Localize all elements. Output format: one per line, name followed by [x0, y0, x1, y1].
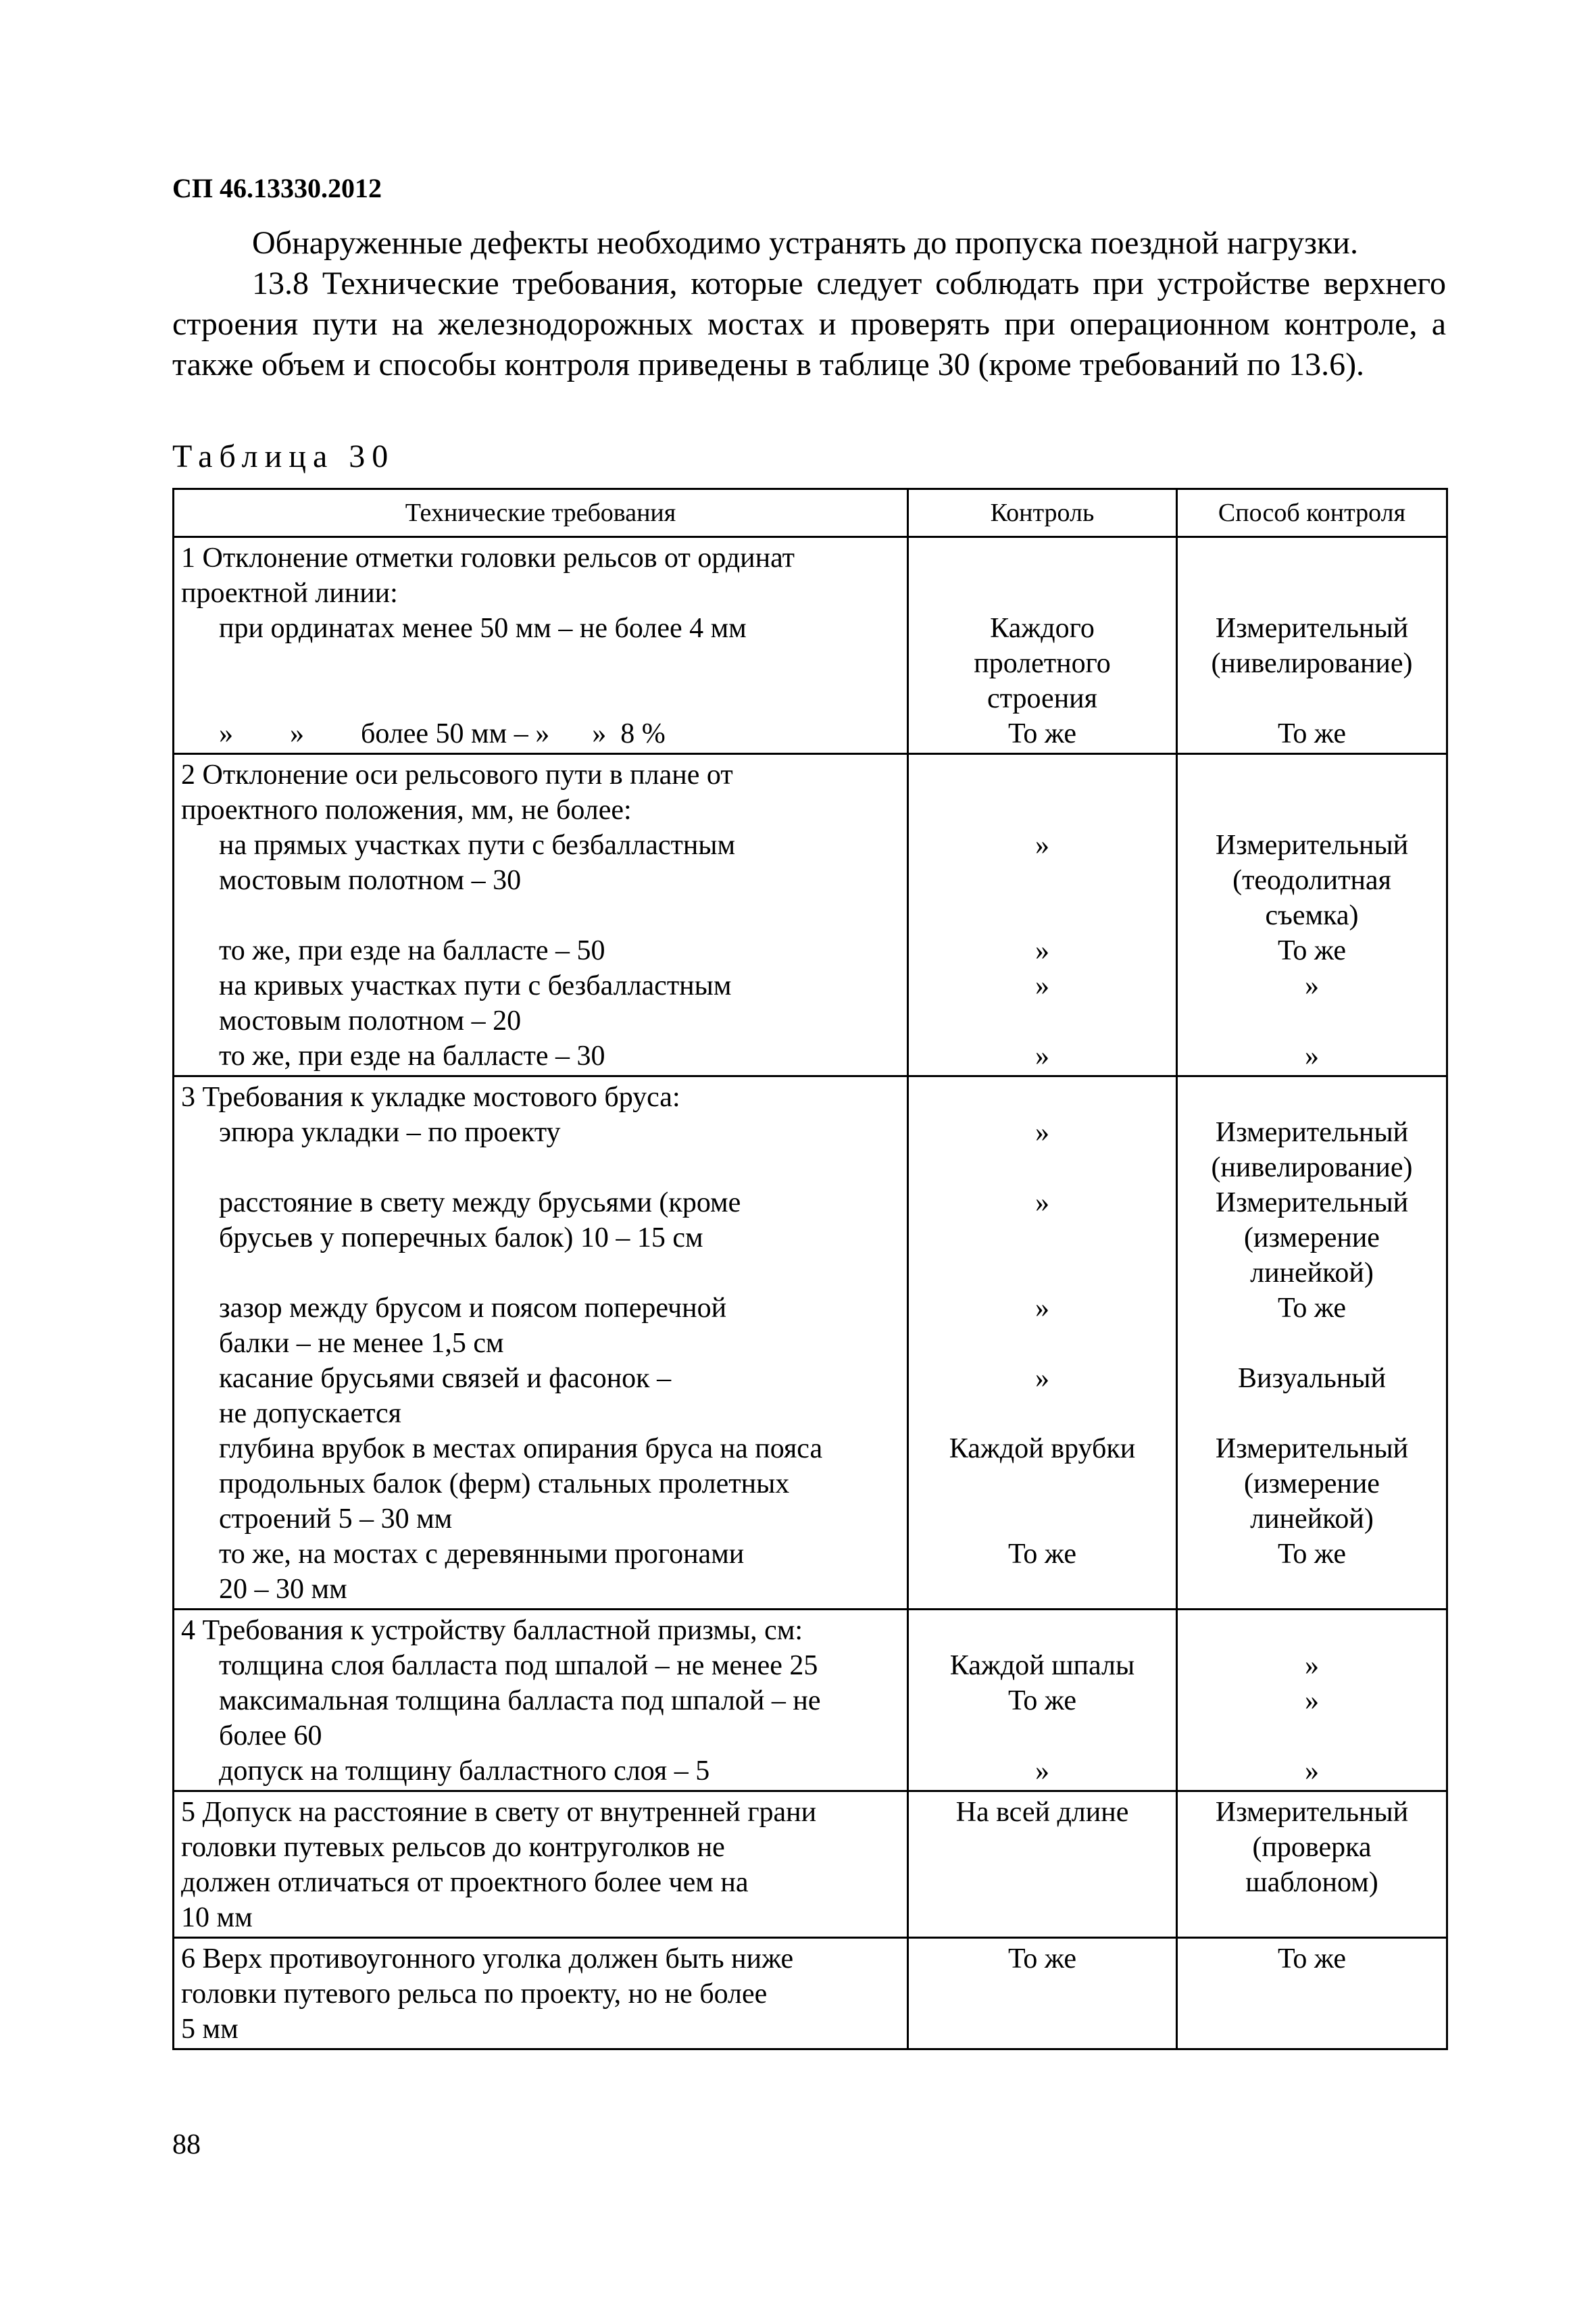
- control-text: На всей длине: [955, 1797, 1129, 1828]
- requirement-text: » » более 50 мм – » » 8 %: [219, 718, 666, 749]
- method-text: Измерительный: [1215, 830, 1409, 861]
- requirement-text: 5 Допуск на расстояние в свету от внутренней грани: [181, 1797, 817, 1828]
- requirement-cell: [174, 537, 908, 754]
- control-text: То же: [1007, 718, 1077, 749]
- control-text: То же: [1007, 1943, 1077, 1974]
- control-text: То же: [1007, 1539, 1077, 1570]
- method-text: То же: [1277, 1943, 1347, 1974]
- method-text: То же: [1277, 1539, 1347, 1570]
- control-cell: [908, 1938, 1177, 2049]
- requirement-cell: [174, 1610, 908, 1791]
- requirement-text: проектного положения, мм, не более:: [181, 795, 632, 826]
- requirement-text: не допускается: [219, 1398, 401, 1429]
- method-cell: [1177, 1791, 1447, 1938]
- requirement-text: зазор между брусом и поясом поперечной: [219, 1293, 727, 1324]
- control-text: »: [1035, 1117, 1049, 1148]
- requirement-text: допуск на толщину балластного слоя – 5: [219, 1756, 710, 1787]
- requirement-text: то же, на мостах с деревянными прогонами: [219, 1539, 745, 1570]
- requirement-text: то же, при езде на балласте – 30: [219, 1041, 605, 1072]
- requirement-text: эпюра укладки – по проекту: [219, 1117, 561, 1148]
- control-cell: [908, 754, 1177, 1076]
- requirement-text: глубина врубок в местах опирания бруса на пояса: [219, 1433, 823, 1464]
- method-text: »: [1305, 1756, 1319, 1787]
- requirement-text: на кривых участках пути с безбалластным: [219, 970, 732, 1001]
- control-text: »: [1035, 935, 1049, 966]
- requirement-text: толщина слоя балласта под шпалой – не менее 25: [219, 1650, 818, 1681]
- control-text: »: [1035, 1041, 1049, 1072]
- header-control-method: Способ контроля: [1177, 489, 1447, 537]
- requirement-text: на прямых участках пути с безбалластным: [219, 830, 736, 861]
- control-text: »: [1035, 830, 1049, 861]
- requirement-cell: [174, 754, 908, 1076]
- requirement-text: головки путевых рельсов до контруголков не: [181, 1832, 725, 1863]
- method-text: (измерение: [1244, 1468, 1380, 1499]
- control-text: пролетного: [974, 648, 1111, 679]
- paragraph-defects: Обнаруженные дефекты необходимо устранять до пропуска поездной нагрузки.: [252, 225, 1358, 261]
- method-cell: [1177, 537, 1447, 754]
- requirement-text: при ординатах менее 50 мм – не более 4 мм: [219, 613, 747, 644]
- method-text: То же: [1277, 718, 1347, 749]
- control-text: »: [1035, 1187, 1049, 1218]
- requirement-cell: [174, 1938, 908, 2049]
- method-text: линейкой): [1250, 1503, 1374, 1535]
- method-text: (измерение: [1244, 1222, 1380, 1253]
- page-number: 88: [172, 2129, 201, 2160]
- control-text: »: [1035, 1756, 1049, 1787]
- method-cell: [1177, 1076, 1447, 1610]
- method-cell: [1177, 1610, 1447, 1791]
- table-row: [174, 1938, 1447, 2049]
- header-requirements: Технические требования: [174, 489, 908, 537]
- method-text: »: [1305, 1041, 1319, 1072]
- method-text: линейкой): [1250, 1258, 1374, 1289]
- requirement-text: мостовым полотном – 20: [219, 1005, 522, 1037]
- method-text: То же: [1277, 935, 1347, 966]
- control-cell: [908, 1791, 1177, 1938]
- method-text: »: [1305, 1685, 1319, 1716]
- requirement-text: 5 мм: [181, 2014, 239, 2045]
- requirement-text: 10 мм: [181, 1902, 253, 1933]
- requirement-text: 2 Отклонение оси рельсового пути в плане от: [181, 760, 733, 791]
- control-text: »: [1035, 970, 1049, 1001]
- requirement-text: мостовым полотном – 30: [219, 865, 522, 896]
- method-text: То же: [1277, 1293, 1347, 1324]
- requirement-text: строений 5 – 30 мм: [219, 1503, 453, 1535]
- control-text: То же: [1007, 1685, 1077, 1716]
- table-caption: Таблица 30: [172, 439, 395, 474]
- method-text: Измерительный: [1215, 1433, 1409, 1464]
- requirement-cell: [174, 1791, 908, 1938]
- method-text: шаблоном): [1245, 1867, 1378, 1898]
- requirement-text: брусьев у поперечных балок) 10 – 15 см: [219, 1222, 703, 1253]
- requirement-text: более 60: [219, 1720, 322, 1751]
- requirement-text: должен отличаться от проектного более чем на: [181, 1867, 749, 1898]
- method-text: Визуальный: [1238, 1363, 1386, 1394]
- control-cell: [908, 1610, 1177, 1791]
- table-row: [174, 1610, 1447, 1791]
- control-cell: [908, 537, 1177, 754]
- control-text: Каждой врубки: [949, 1433, 1136, 1464]
- table-row: [174, 754, 1447, 1076]
- header-control: Контроль: [908, 489, 1177, 537]
- requirement-text: 20 – 30 мм: [219, 1574, 347, 1605]
- method-cell: [1177, 754, 1447, 1076]
- control-text: »: [1035, 1293, 1049, 1324]
- method-text: Измерительный: [1215, 1187, 1409, 1218]
- requirement-text: то же, при езде на балласте – 50: [219, 935, 605, 966]
- requirements-table: [172, 488, 1448, 2050]
- requirement-text: 3 Требования к укладке мостового бруса:: [181, 1082, 680, 1113]
- requirement-text: балки – не менее 1,5 см: [219, 1328, 504, 1359]
- requirement-cell: [174, 1076, 908, 1610]
- requirement-text: расстояние в свету между брусьями (кроме: [219, 1187, 741, 1218]
- table-header-row: [174, 489, 1447, 537]
- requirement-text: головки путевого рельса по проекту, но не более: [181, 1978, 768, 2010]
- method-text: »: [1305, 1650, 1319, 1681]
- requirement-text: 4 Требования к устройству балластной призмы, см:: [181, 1615, 803, 1646]
- requirement-text: максимальная толщина балласта под шпалой – не: [219, 1685, 821, 1716]
- method-text: (нивелирование): [1211, 648, 1413, 679]
- table-row: [174, 1076, 1447, 1610]
- control-cell: [908, 1076, 1177, 1610]
- table-row: [174, 1791, 1447, 1938]
- paragraph-13-8: 13.8 Технические требования, которые следует соблюдать при устройстве верхнего строения пути на железнодорожных мостах и проверять при операционном контроле, а также объем и способы контроля приведены в таблице 30 (кроме требований по 13.6).: [172, 266, 1446, 382]
- method-text: Измерительный: [1215, 1797, 1409, 1828]
- method-text: »: [1305, 970, 1319, 1001]
- control-text: строения: [987, 683, 1097, 714]
- requirement-text: продольных балок (ферм) стальных пролетных: [219, 1468, 790, 1499]
- requirement-text: 6 Верх противоугонного уголка должен быть ниже: [181, 1943, 794, 1974]
- table-row: [174, 537, 1447, 754]
- requirement-text: 1 Отклонение отметки головки рельсов от ординат: [181, 543, 795, 574]
- method-text: (нивелирование): [1211, 1152, 1413, 1183]
- control-text: Каждой шпалы: [949, 1650, 1135, 1681]
- method-cell: [1177, 1938, 1447, 2049]
- method-text: Измерительный: [1215, 1117, 1409, 1148]
- requirement-text: проектной линии:: [181, 578, 398, 609]
- control-text: Каждого: [990, 613, 1095, 644]
- document-code: СП 46.13330.2012: [172, 173, 382, 203]
- method-text: Измерительный: [1215, 613, 1409, 644]
- method-text: съемка): [1265, 900, 1359, 931]
- control-text: »: [1035, 1363, 1049, 1394]
- requirement-text: касание брусьями связей и фасонок –: [219, 1363, 672, 1394]
- method-text: (теодолитная: [1232, 865, 1391, 896]
- method-text: (проверка: [1252, 1832, 1372, 1863]
